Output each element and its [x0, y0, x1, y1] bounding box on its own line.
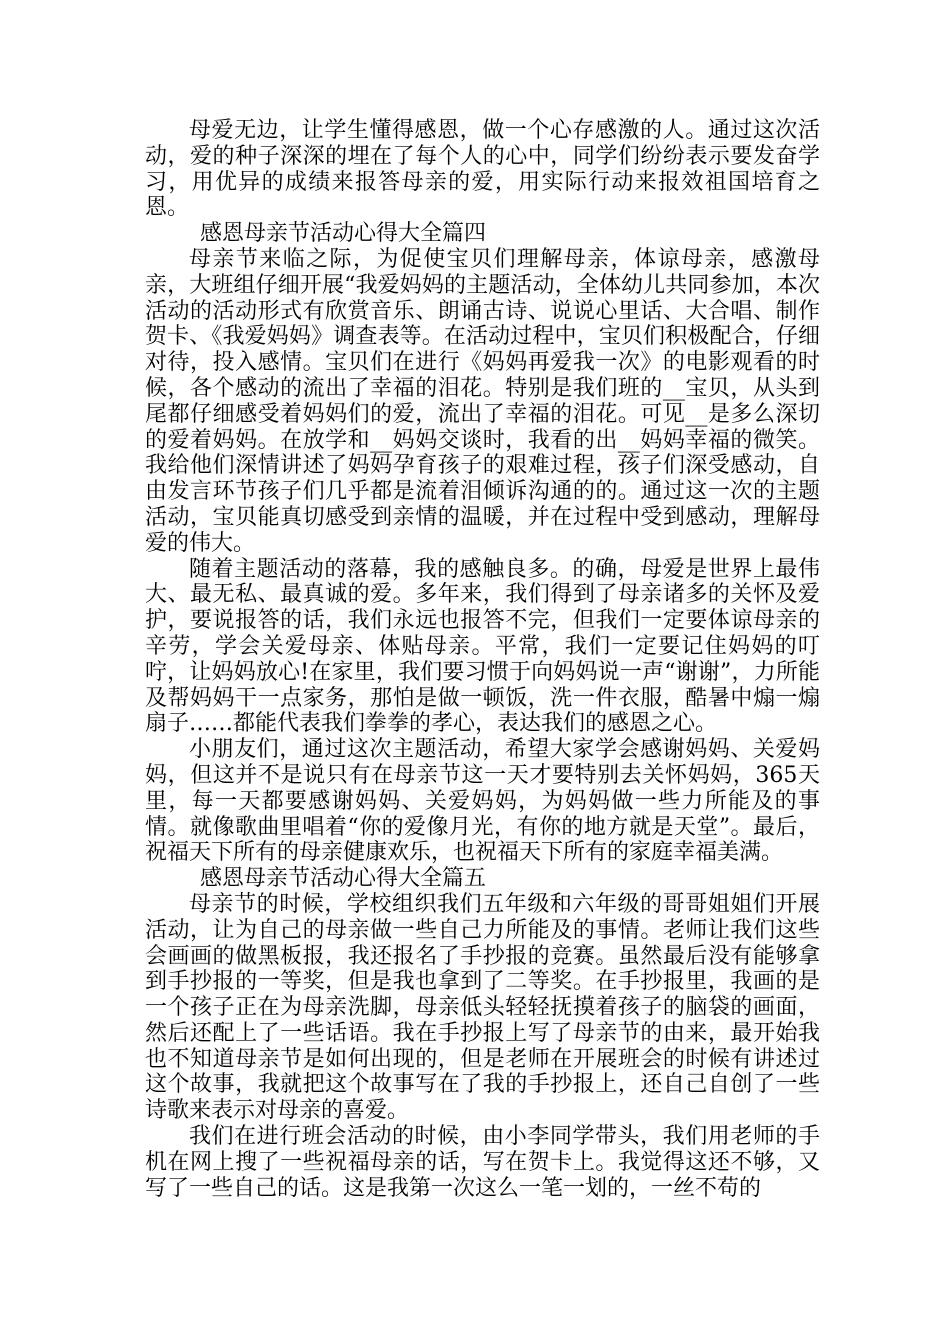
document-page [145, 118, 820, 1201]
paragraph-reflection: 随着主题活动的落幕，我的感触良多。的确，母爱是世界上最伟大、最无私、最真诚的爱。多年来，我们得到了母亲诸多的关怀及爱护，要说报答的话，我们永远也报答不完，但我们一定要体谅母亲的辛劳，学会关爱母亲、体贴母亲。平常，我们一定要记住妈妈的叮咛，让妈妈放心!在家里，我们要习惯于向妈妈说一声“谢谢”，力所能及帮妈妈干一点家务，那怕是做一顿饭，洗一件衣服，酷暑中煽一煽扇子……都能代表我们拳拳的孝心，表达我们的感恩之心。 [145, 556, 820, 737]
paragraph-school-activity: 母亲节的时候，学校组织我们五年级和六年级的哥哥姐姐们开展活动，让为自己的母亲做一些自己力所能及的事情。老师让我们这些会画画的做黑板报，我还报名了手抄报的竞赛。虽然最后没有能够拿到手抄报的一等奖，但是我也拿到了二等奖。在手抄报里，我画的是一个孩子正在为母亲洗脚，母亲低头轻轻抚摸着孩子的脑袋的画面，然后还配上了一些话语。我在手抄报上写了母亲节的由来，最开始我也不知道母亲节是如何出现的，但是老师在开展班会的时候有讲述过这个故事，我就把这个故事写在了我的手抄报上，还自己自创了一些诗歌来表示对母亲的喜爱。 [145, 891, 820, 1124]
paragraph-message-to-children: 小朋友们，通过这次主题活动，希望大家学会感谢妈妈、关爱妈妈，但这并不是说只有在母亲节这一天才要特别去关怀妈妈，365天里，每一天都要感谢妈妈、关爱妈妈，为妈妈做一些力所能及的事情。就像歌曲里唱着“你的爱像月光，有你的地方就是天堂”。最后，祝福天下所有的母亲健康欢乐，也祝福天下所有的家庭幸福美满。 [145, 737, 820, 866]
section-heading-part-four: 感恩母亲节活动心得大全篇四 [200, 221, 487, 247]
paragraph-activity-description: 母亲节来临之际，为促使宝贝们理解母亲，体谅母亲，感激母亲，大班组仔细开展“我爱妈妈的主题活动，全体幼儿共同参加，本次活动的活动形式有欣赏音乐、朗诵古诗、说说心里话、大合唱、制作贺卡、《我爱妈妈》调查表等。在活动过程中，宝贝们积极配合，仔细对待，投入感情。宝贝们在进行《妈妈再爱我一次》的电影观看的时候，各个感动的流出了幸福的泪花。特别是我们班的__宝贝，从头到尾都仔细感受着妈妈们的爱，流出了幸福的泪花。可见__是多么深切的爱着妈妈。在放学和__妈妈交谈时，我看的出__妈妈幸福的微笑。我给他们深情讲述了妈妈孕育孩子的艰难过程，孩子们深受感动，自由发言环节孩子们几乎都是流着泪倾诉沟通的的。通过这一次的主题活动，宝贝能真切感受到亲情的温暖，并在过程中受到感动，理解母爱的伟大。 [145, 246, 820, 556]
paragraph-class-meeting: 我们在进行班会活动的时候，由小李同学带头，我们用老师的手机在网上搜了一些祝福母亲的话，写在贺卡上。我觉得这还不够，又写了一些自己的话。这是我第一次这么一笔一划的，一丝不苟的 [145, 1124, 820, 1201]
paragraph-intro: 母爱无边，让学生懂得感恩，做一个心存感激的人。通过这次活动，爱的种子深深的埋在了每个人的心中，同学们纷纷表示要发奋学习，用优异的成绩来报答母亲的爱，用实际行动来报效祖国培育之恩。 [145, 118, 820, 221]
section-heading-part-five: 感恩母亲节活动心得大全篇五 [200, 866, 487, 892]
